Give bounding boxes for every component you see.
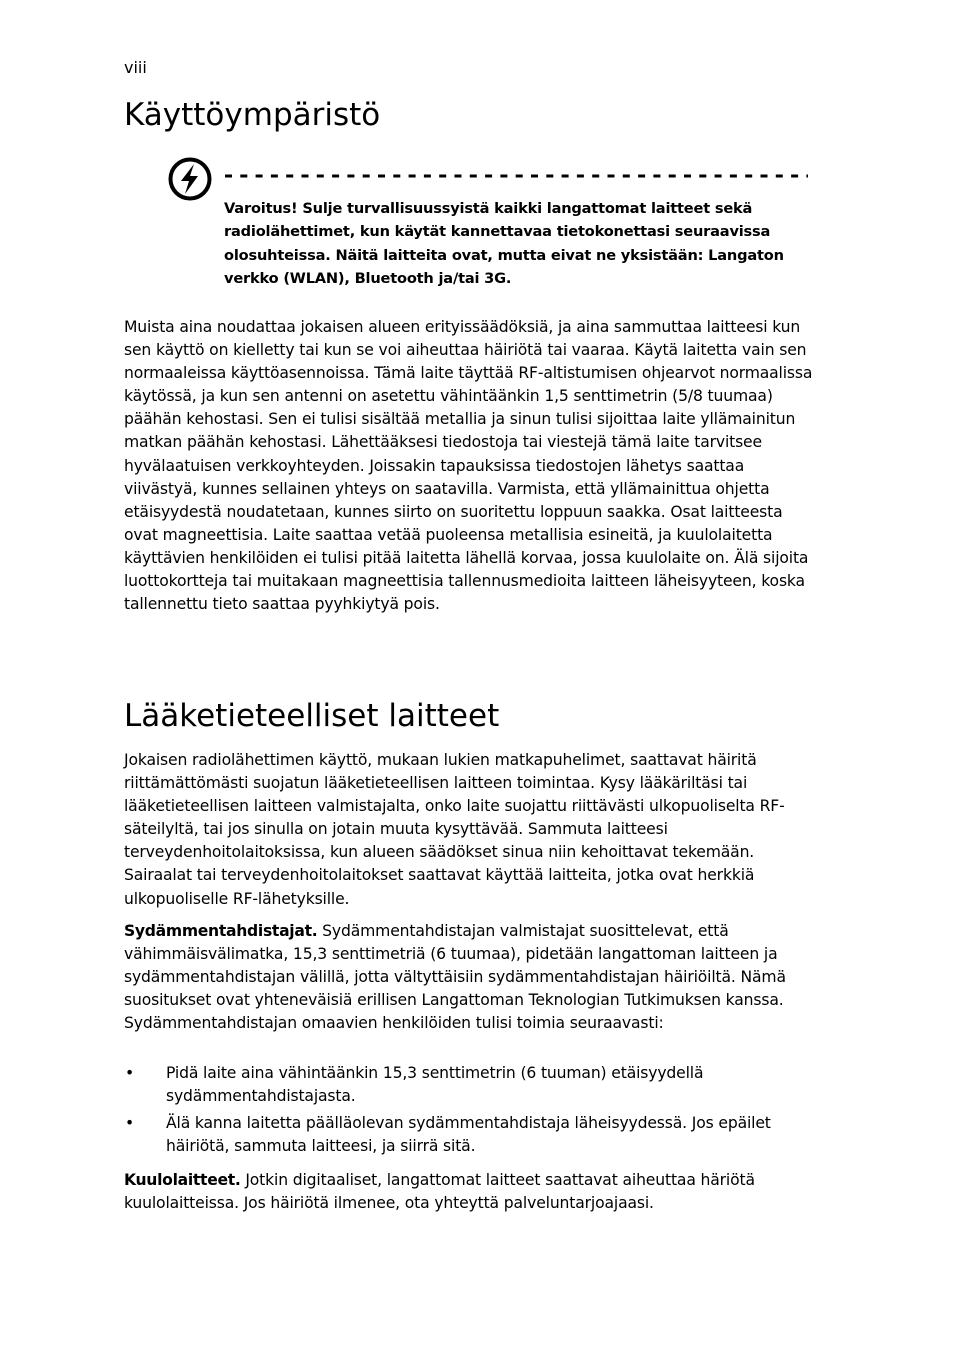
environment-paragraph: Muista aina noudattaa jokaisen alueen erityissäädöksiä, ja aina sammuttaa laitteesi kun sen käyttö on kielletty tai kun se voi aiheuttaa häiriötä tai vaaraa. Käytä laitetta vain sen normaaleissa käyttöasennoissa. Tämä laite täyttää RF-altistumisen ohjearvot normaalissa käytössä, ja kun sen antenni on asetettu vähintäänkin 1,5 senttimetrin (5/8 tuumaa) päähän kehostasi. Sen ei tulisi sisältää metallia ja sinun tulisi sijoittaa laite yllämainitun matkan päähän kehostasi. Lähettääksesi tiedostoja tai viestejä tämä laite tarvitsee hyvälaatuisen verkkoyhteyden. Joissakin tapauksissa tiedostojen lähetys saattaa viivästyä, kunnes sellainen yhteys on saatavilla. Varmista, että yllämainittua ohjetta etäisyydestä noudatetaan, kunnes siirto on suoritettu loppuun saakka. Osat laitteesta ovat magneettisia. Laite saattaa vetää puoleensa metallisia esineitä, ja kuulolaitetta käyttävien henkilöiden ei tulisi pitää laitetta lähellä korvaa, jossa kuulolaite on. Älä sijoita luottokortteja tai muitakaan magneettisia tallennusmedioita laitteen läheisyyteen, koska tallennettu tieto saattaa pyyhkiytyä pois. [124, 318, 813, 614]
section-title-medical: Lääketieteelliset laitteet [124, 698, 500, 734]
hearing-aids-paragraph [124, 1169, 814, 1215]
hearing-aids-label: Kuulolaitteet. [124, 1171, 241, 1189]
bullet-text: Älä kanna laitetta päälläolevan sydämmentahdistaja läheisyydessä. Jos epäilet häiriötä, sammuta laitteesi, ja siirrä sitä. [166, 1114, 771, 1156]
warning-text: Varoitus! Sulje turvallisuussyistä kaikki langattomat laitteet sekä radiolähettimet, kun käytät kannettavaa tietokonettasi seuraavissa olosuhteissa. Näitä laitteita ovat, mutta eivat ne yksistään: Langaton verkko (WLAN), Bluetooth ja/tai 3G. [224, 200, 784, 288]
section-title-environment: Käyttöympäristö [124, 97, 381, 133]
medical-paragraph: Jokaisen radiolähettimen käyttö, mukaan lukien matkapuhelimet, saattavat häiritä riittämättömästi suojatun lääketieteellisen laitteen toimintaa. Kysy lääkäriltäsi tai lääketieteellisen laitteen valmistajalta, onko laite suojattu riittävästi ulkopuoliselta RF-säteilyltä, tai jos sinulla on jotain muuta kysyttävää. Sammuta laitteesi terveydenhoitolaitoksissa, kun alueen säädökset sinua niin kehoittavat tekemään. Sairaalat tai terveydenhoitolaitokset saattavat käyttää laitteita, jotka ovat herkkiä ulkopuoliselle RF-lähetyksille. [124, 751, 785, 908]
lightning-warning-icon [167, 156, 213, 202]
bullet-dot: • [125, 1064, 135, 1082]
hearing-aids-text: Jotkin digitaaliset, langattomat laitteet saattavat aiheuttaa häriötä kuulolaitteissa. Jos häiriötä ilmenee, ota yhteyttä palveluntarjoajaasi. [124, 1171, 755, 1213]
page-number: viii [124, 58, 147, 77]
pacemakers-paragraph [124, 920, 814, 1035]
bullet-text: Pidä laite aina vähintäänkin 15,3 senttimetrin (6 tuuman) etäisyydellä sydämmentahdistajasta. [166, 1064, 704, 1106]
warning-dashed-rule [224, 174, 810, 178]
list-item [124, 1112, 814, 1158]
list-item [124, 1062, 814, 1108]
bullet-dot: • [125, 1114, 135, 1133]
pacemaker-bullet-list [124, 1062, 814, 1162]
pacemakers-label: Sydämmentahdistajat. [124, 922, 318, 940]
pacemakers-text: Sydämmentahdistajan valmistajat suosittelevat, että vähimmäisvälimatka, 15,3 senttimetriä (6 tuumaa), pidetään langattoman laitteen ja sydämmentahdistajan välillä, jotta vältyttäisiin sydämmentahdistajan häiriöiltä. Nämä suositukset ovat yhteneväisiä erillisen Langattoman Teknologian Tutkimuksen kanssa. Sydämmentahdistajan omaavien henkilöiden tulisi toimia seuraavasti: [124, 922, 786, 1033]
